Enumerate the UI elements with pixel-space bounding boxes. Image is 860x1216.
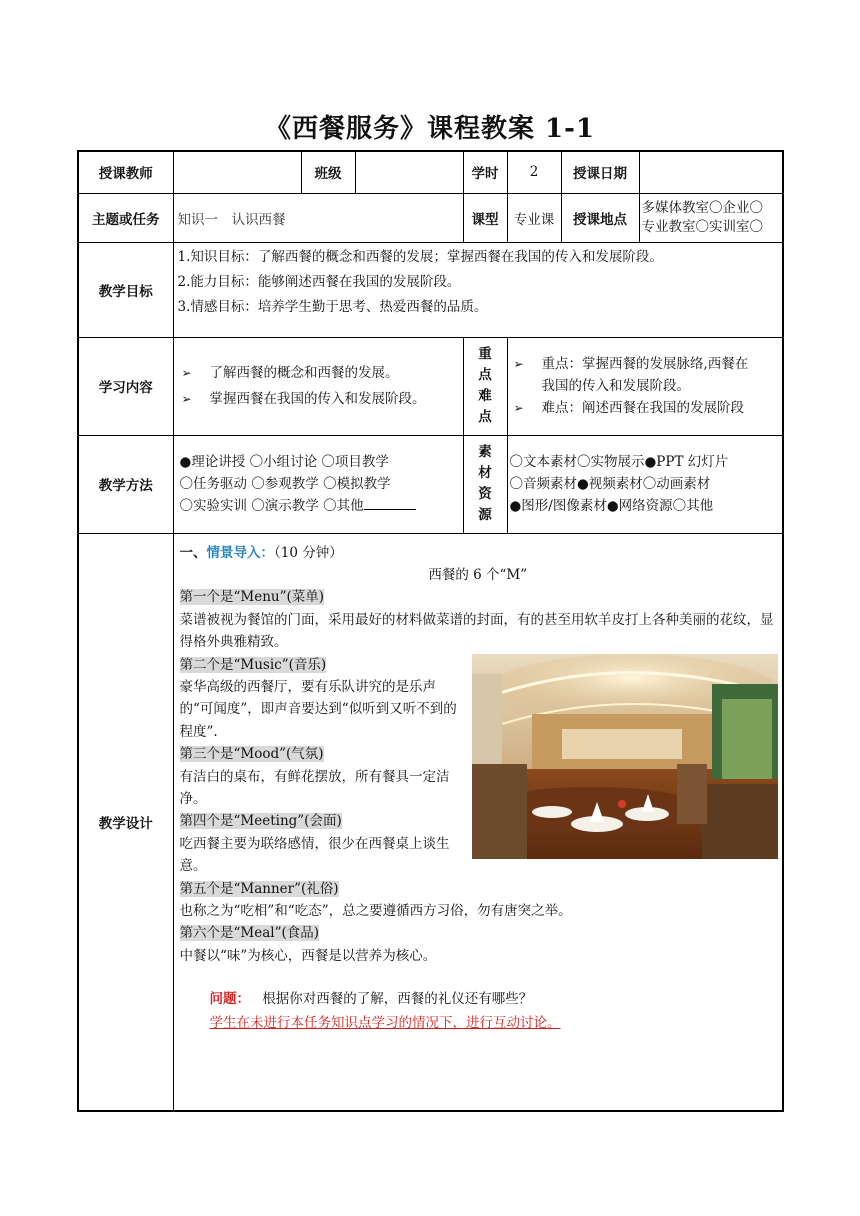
- goals-label: 教学目标: [78, 242, 173, 337]
- goal-item: 1.知识目标：了解西餐的概念和西餐的发展；掌握西餐在我国的传入和发展阶段。: [177, 248, 663, 265]
- m2-text: 豪华高级的西餐厅，要有乐队讲究的是乐声的“可闻度”，即声音要达到“似听到又听不到的程度”.: [179, 678, 457, 740]
- row-content: [78, 337, 783, 435]
- restaurant-photo: [472, 654, 778, 859]
- m4-text: 吃西餐主要为联络感情，很少在西餐桌上谈生意。: [179, 835, 450, 875]
- m3-text: 有洁白的桌布，有鲜花摆放，所有餐具一定洁净。: [179, 768, 450, 807]
- m1-heading: 第一个是“Menu”(菜单): [179, 589, 325, 606]
- m6-text: 中餐以“味”为核心，西餐是以营养为核心。: [179, 947, 437, 964]
- design-content: [173, 533, 783, 1111]
- content-list: [173, 337, 463, 435]
- topic-value: 知识一 认识西餐: [173, 193, 463, 242]
- arrow-bullet-icon: ➢: [181, 392, 192, 406]
- arrow-bullet-icon: ➢: [181, 366, 192, 380]
- place-label: 授课地点: [561, 193, 639, 242]
- hours-label: 学时: [463, 151, 507, 193]
- arrow-bullet-icon: ➢: [513, 357, 524, 371]
- row-basic-info: [78, 151, 783, 193]
- date-label: 授课日期: [561, 151, 639, 193]
- list-item: ➢ 了解西餐的概念和西餐的发展。: [182, 362, 459, 384]
- hours-value: 2: [507, 151, 561, 193]
- date-value: [639, 151, 783, 193]
- page-title: 《西餐服务》课程教案 1-1: [264, 114, 596, 144]
- class-label: 班级: [301, 151, 355, 193]
- question-label: 问题：: [209, 991, 250, 1008]
- section-subtitle: 西餐的 6 个“M”: [428, 566, 528, 583]
- m4-heading: 第四个是“Meeting”(会面): [179, 813, 342, 830]
- row-goals: [78, 242, 783, 337]
- place-line-1: 多媒体教室〇企业〇: [641, 199, 763, 216]
- question-text: 根据你对西餐的了解，西餐的礼仪还有哪些？: [262, 991, 533, 1008]
- m1-text: 菜谱被视为餐馆的门面，采用最好的材料做菜谱的封面，有的甚至用软羊皮打上各种美丽的花纹，显得格外典雅精致。: [179, 611, 774, 651]
- list-item-continuation: 我国的传入和发展阶段。: [541, 378, 690, 394]
- m5-heading: 第五个是“Manner”(礼俗): [179, 880, 339, 897]
- content-label: 学习内容: [78, 337, 173, 435]
- place-line-2: 专业教室〇实训室〇: [641, 218, 763, 235]
- teacher-label: 授课教师: [78, 151, 173, 193]
- resource-line-2: 〇音频素材●视频素材〇动画素材: [509, 476, 711, 492]
- list-item: ➢ 掌握西餐在我国的传入和发展阶段。: [182, 388, 459, 410]
- row-topic: [78, 193, 783, 242]
- goals-content: [173, 242, 783, 337]
- type-value: 专业课: [507, 193, 561, 242]
- discussion-note: 学生在未进行本任务知识点学习的情况下，进行互动讨论。: [209, 1015, 561, 1032]
- method-label: 教学方法: [78, 435, 173, 533]
- row-design: [78, 533, 783, 1111]
- list-item: ➢ 重点：掌握西餐的发展脉络,西餐在: [514, 353, 779, 375]
- type-label: 课型: [463, 193, 507, 242]
- restaurant-image: [472, 654, 778, 859]
- arrow-bullet-icon: ➢: [513, 401, 524, 415]
- design-label: 教学设计: [78, 533, 173, 1111]
- resource-options: [507, 435, 783, 533]
- resources-label: 素 材 资 源: [463, 435, 507, 533]
- topic-label: 主题或任务: [78, 193, 173, 242]
- row-methods: [78, 435, 783, 533]
- class-value: [355, 151, 463, 193]
- m3-heading: 第三个是“Mood”(气氛): [179, 746, 324, 763]
- question-block: [180, 987, 777, 1011]
- method-line-2: 〇任务驱动 〇参观教学 〇模拟教学: [179, 476, 391, 492]
- m5-text: 也称之为“吃相”和“吃态”，总之要遵循西方习俗，勿有唐突之举。: [179, 903, 572, 919]
- goal-item: 3.情感目标：培养学生勤于思考、热爱西餐的品质。: [177, 298, 488, 315]
- method-options: [173, 435, 463, 533]
- teacher-value: [173, 151, 301, 193]
- resource-line-1: 〇文本素材〇实物展示●PPT 幻灯片: [509, 454, 729, 470]
- method-line-1: ●理论讲授 〇小组讨论 〇项目教学: [179, 454, 389, 470]
- lesson-plan-table: [77, 150, 784, 1112]
- section-heading: 一、情景导入：（10 分钟）: [179, 544, 343, 561]
- m6-heading: 第六个是“Meal”(食品): [179, 925, 320, 942]
- key-points-label: 重 点 难 点: [463, 337, 507, 435]
- method-line-3: 〇实验实训 〇演示教学 〇其他: [180, 495, 459, 517]
- goal-item: 2.能力目标：能够阐述西餐在我国的发展阶段。: [177, 273, 461, 290]
- resource-line-3: ●图形/图像素材●网络资源〇其他: [509, 498, 714, 514]
- list-item: ➢ 难点：阐述西餐在我国的发展阶段: [514, 397, 779, 419]
- blank-underline: [364, 497, 416, 510]
- m2-heading: 第二个是“Music”(音乐): [179, 656, 327, 673]
- place-value: [639, 193, 783, 242]
- key-points-list: [507, 337, 783, 435]
